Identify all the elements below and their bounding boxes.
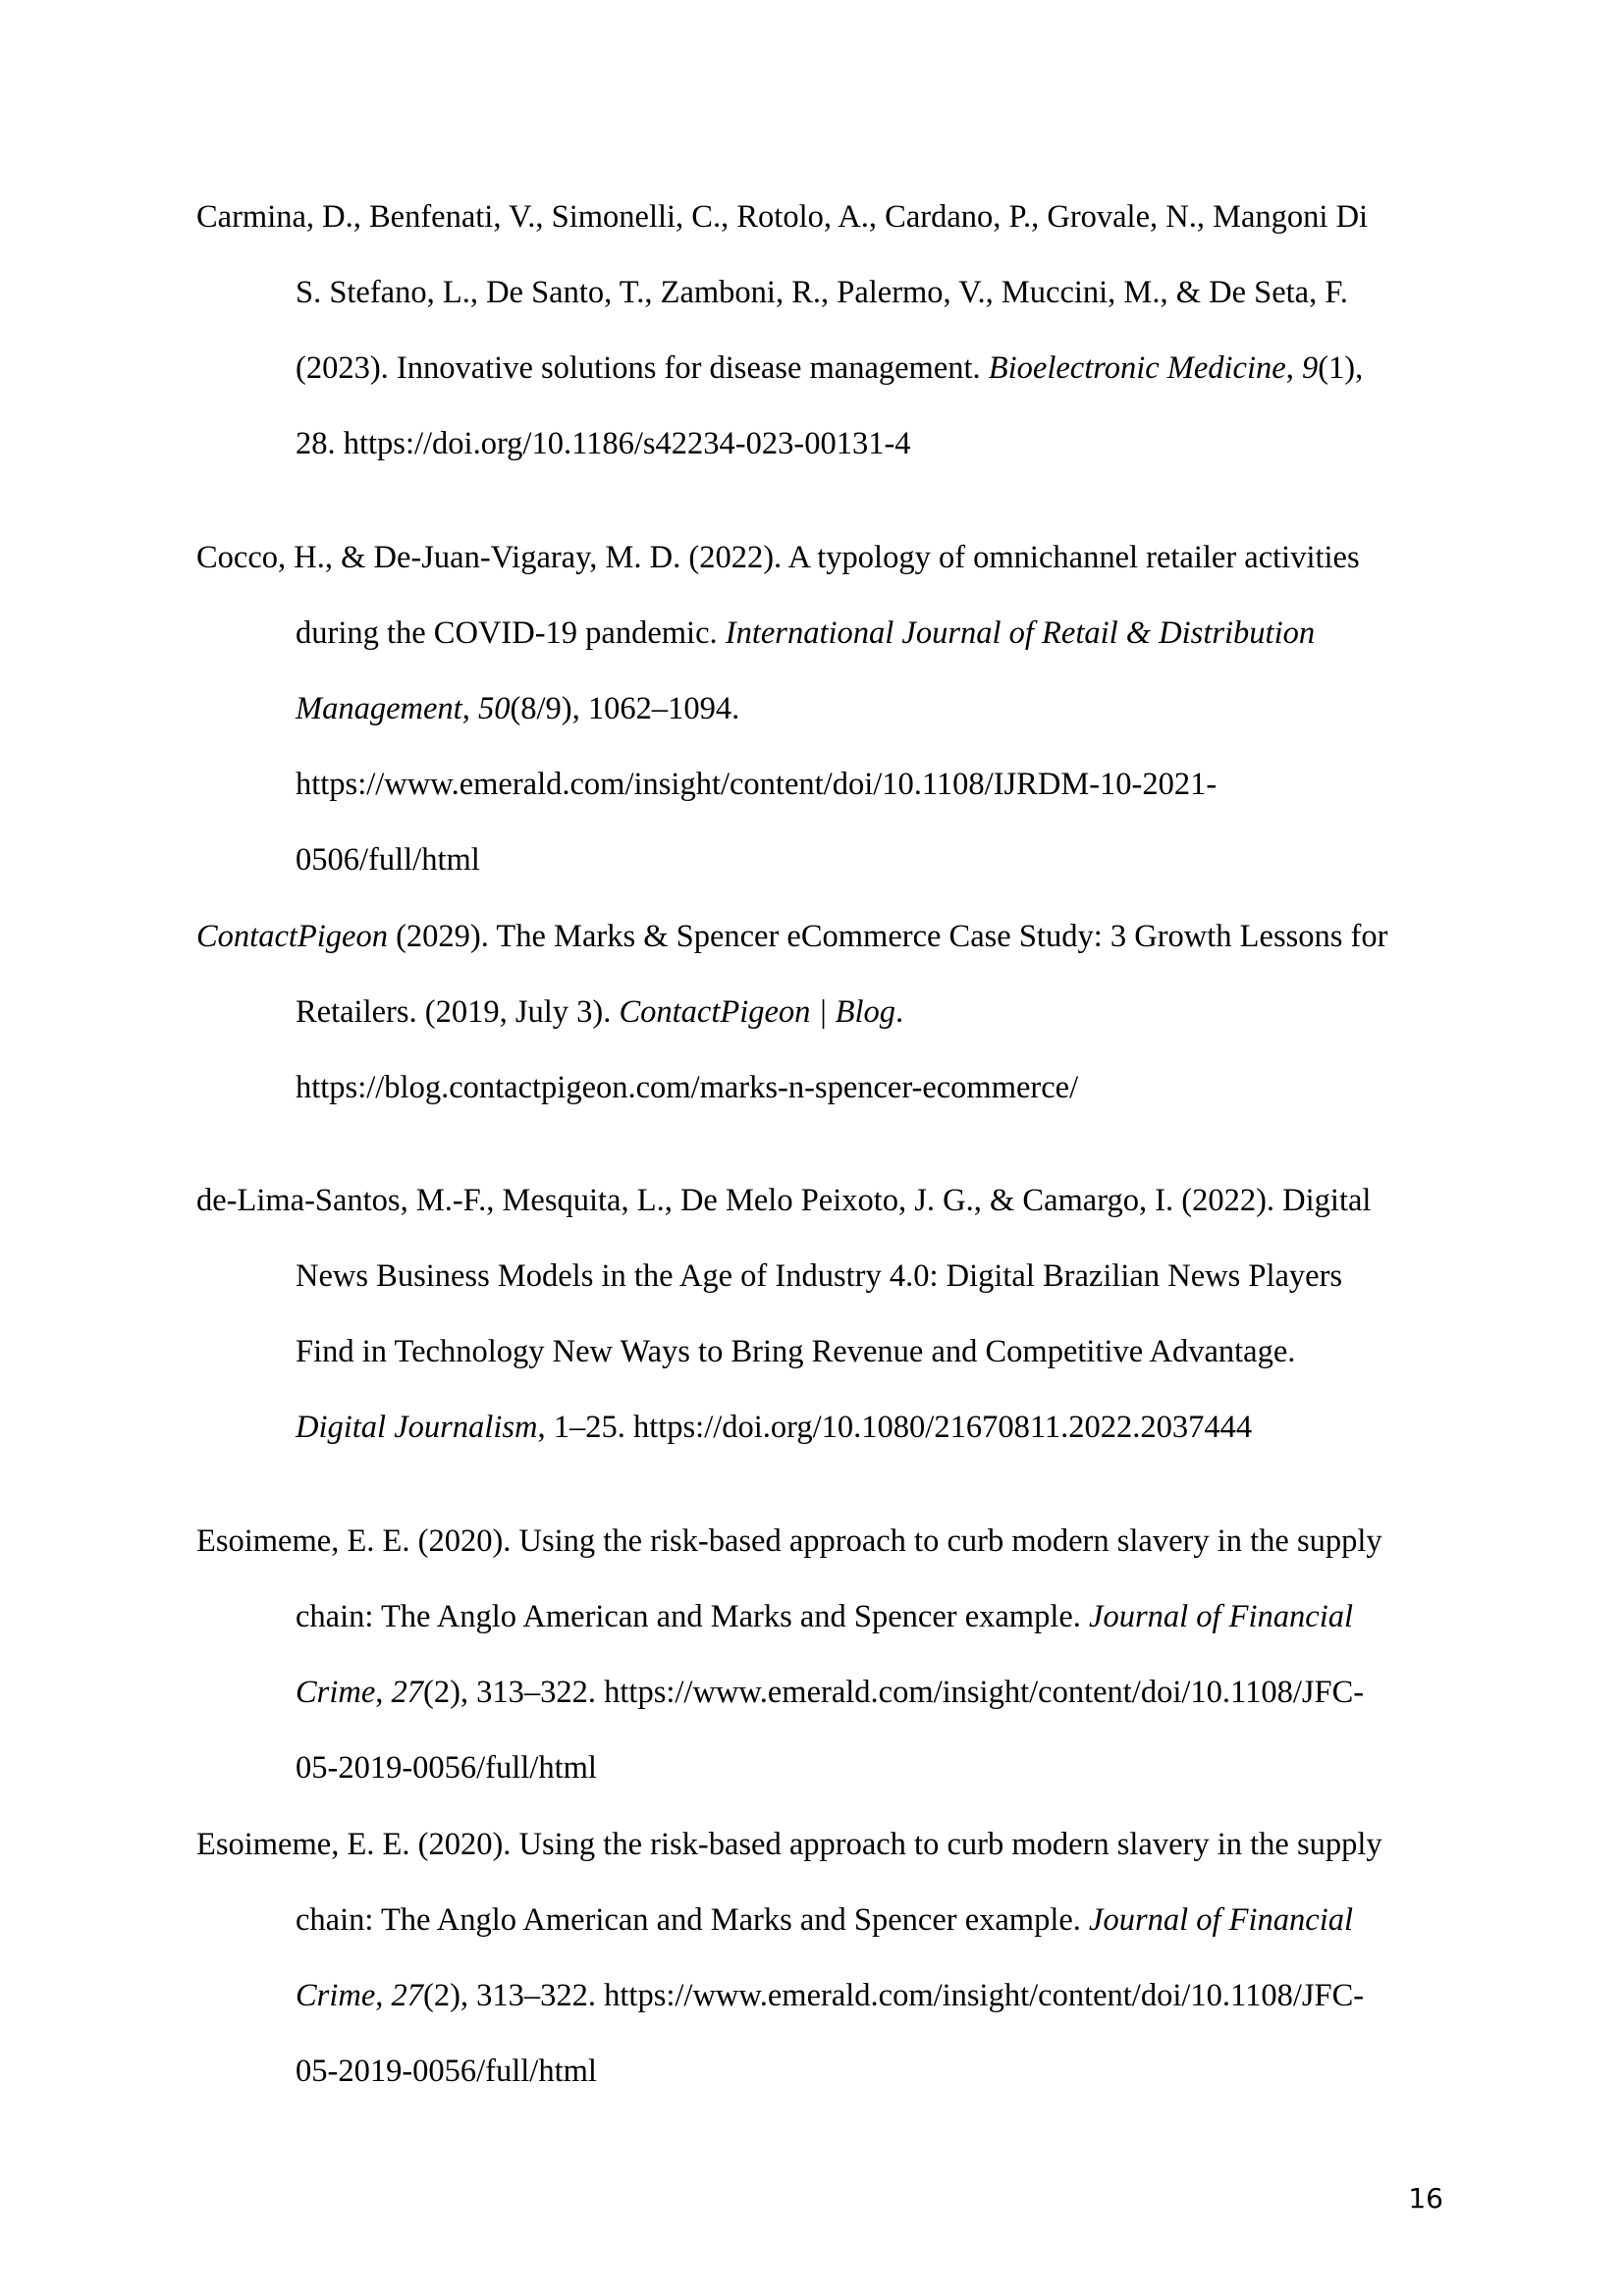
reference-text: News Business Models in the Age of Industry 4.0: Digital Brazilian News Players — [296, 1258, 1343, 1294]
reference-text: Find in Technology New Ways to Bring Revenue and Competitive Advantage. — [296, 1334, 1296, 1369]
reference-line — [196, 1665, 1473, 1740]
italic-text: International Journal of Retail & Distribution — [725, 615, 1316, 651]
reference-text: , — [375, 1978, 392, 2013]
reference-text: 05-2019-0056/full/html — [296, 2054, 597, 2089]
italic-text: 50 — [477, 691, 511, 726]
reference-text: . — [895, 994, 904, 1030]
reference-line — [196, 1514, 1473, 1589]
reference-text: Cocco, H., & De-Juan-Vigaray, M. D. (2022). A typology of omnichannel retailer activities — [196, 540, 1360, 575]
reference-line — [196, 416, 1473, 492]
reference-text: Carmina, D., Benfenati, V., Simonelli, C., Rotolo, A., Cardano, P., Grovale, N., Mangoni Di — [196, 199, 1369, 235]
reference-line — [196, 2044, 1473, 2119]
reference-text: de-Lima-Santos, M.-F., Mesquita, L., De Melo Peixoto, J. G., & Camargo, I. (2022). Digital — [196, 1183, 1372, 1218]
italic-text: 27 — [391, 1978, 423, 2013]
italic-text: ContactPigeon | Blog — [619, 994, 896, 1030]
italic-text: Journal of Financial — [1089, 1902, 1354, 1938]
reference-line — [196, 681, 1473, 757]
reference-text: , — [375, 1675, 392, 1710]
reference-entry — [196, 530, 1473, 908]
reference-text: , — [1285, 350, 1302, 386]
reference-line — [196, 832, 1473, 908]
italic-text: Bioelectronic Medicine — [988, 350, 1286, 386]
reference-line — [196, 265, 1473, 341]
reference-line — [196, 530, 1473, 606]
reference-text: 28. https://doi.org/10.1186/s42234-023-00131-4 — [296, 426, 911, 461]
reference-text: Retailers. (2019, July 3). — [296, 994, 620, 1030]
reference-line — [196, 341, 1473, 416]
reference-text: chain: The Anglo American and Marks and Spencer example. — [296, 1599, 1090, 1634]
reference-entry — [196, 1514, 1473, 1816]
reference-line — [196, 1740, 1473, 1816]
reference-text: during the COVID-19 pandemic. — [296, 615, 726, 651]
italic-text: Crime — [296, 1978, 376, 2013]
reference-line — [196, 1060, 1473, 1136]
reference-entry — [196, 189, 1473, 492]
reference-text: (2023). Innovative solutions for disease management. — [296, 350, 989, 386]
reference-entry — [196, 1173, 1473, 1475]
reference-line — [196, 1249, 1473, 1324]
reference-line — [196, 1589, 1473, 1665]
italic-text: Management — [296, 691, 462, 726]
italic-text: 27 — [391, 1675, 423, 1710]
italic-text: Journal of Financial — [1089, 1599, 1354, 1634]
reference-text: (1), — [1318, 350, 1364, 386]
reference-line — [196, 1173, 1473, 1249]
reference-text: https://blog.contactpigeon.com/marks-n-spencer-ecommerce/ — [296, 1070, 1079, 1105]
reference-line — [196, 909, 1473, 985]
reference-text: Esoimeme, E. E. (2020). Using the risk-based approach to curb modern slavery in the supply — [196, 1523, 1382, 1559]
reference-line — [196, 606, 1473, 681]
page-number: 16 — [1408, 2182, 1443, 2215]
reference-line — [196, 985, 1473, 1060]
reference-text: (2029). The Marks & Spencer eCommerce Case Study: 3 Growth Lessons for — [387, 919, 1388, 954]
reference-text: (2), 313–322. https://www.emerald.com/insight/content/doi/10.1108/JFC- — [423, 1675, 1365, 1710]
reference-text: , 1–25. https://doi.org/10.1080/21670811.2022.2037444 — [537, 1410, 1253, 1445]
reference-text: Esoimeme, E. E. (2020). Using the risk-based approach to curb modern slavery in the supply — [196, 1827, 1382, 1862]
reference-text: (8/9), 1062–1094. — [510, 691, 740, 726]
reference-line — [196, 1324, 1473, 1400]
reference-text: S. Stefano, L., De Santo, T., Zamboni, R., Palermo, V., Muccini, M., & De Seta, F. — [296, 275, 1348, 310]
italic-text: Digital Journalism — [296, 1410, 538, 1445]
reference-text: 05-2019-0056/full/html — [296, 1750, 597, 1786]
reference-entry — [196, 909, 1473, 1136]
reference-line — [196, 1817, 1473, 1893]
italic-text: 9 — [1301, 350, 1319, 386]
reference-text: , — [461, 691, 478, 726]
italic-text: Crime — [296, 1675, 376, 1710]
reference-entry — [196, 1817, 1473, 2119]
reference-text: 0506/full/html — [296, 842, 480, 878]
reference-line — [196, 189, 1473, 265]
reference-text: chain: The Anglo American and Marks and Spencer example. — [296, 1902, 1090, 1938]
reference-line — [196, 1893, 1473, 1968]
reference-line — [196, 1968, 1473, 2044]
reference-line — [196, 757, 1473, 832]
reference-line — [196, 1400, 1473, 1475]
reference-text: (2), 313–322. https://www.emerald.com/insight/content/doi/10.1108/JFC- — [423, 1978, 1365, 2013]
italic-text: ContactPigeon — [196, 919, 388, 954]
reference-text: https://www.emerald.com/insight/content/doi/10.1108/IJRDM-10-2021- — [296, 767, 1218, 802]
